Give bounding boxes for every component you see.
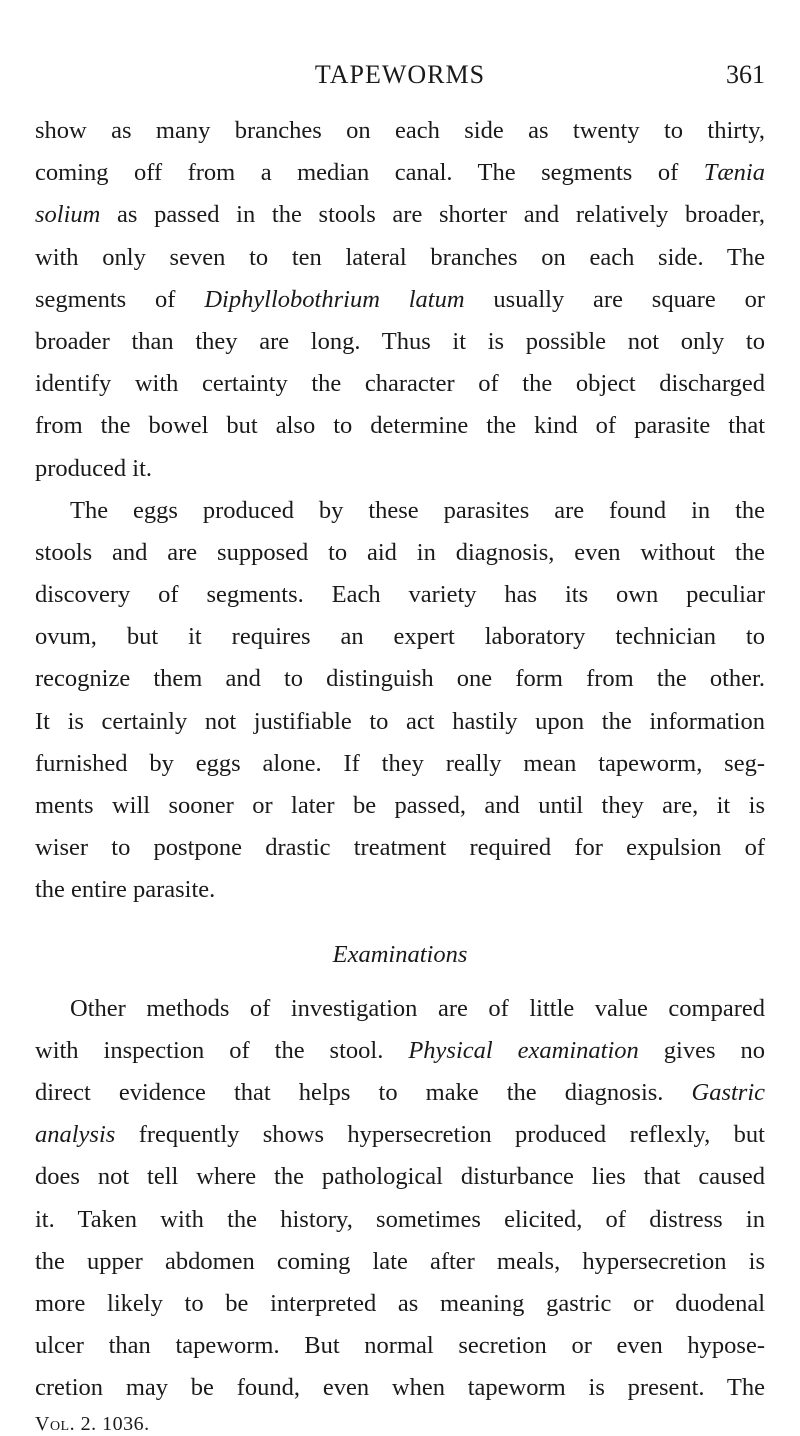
text-line: cretion may be found, even when tapeworm is present. The	[35, 1374, 765, 1402]
taxon-name: Diphyllobothrium latum	[204, 285, 465, 313]
text-line: broader than they are long. Thus it is possible not only to	[35, 327, 765, 355]
text-line: It is certainly not justifiable to act hastily upon the information	[35, 707, 765, 735]
text-line: wiser to postpone drastic treatment required for expulsion of	[35, 834, 765, 862]
volume-signature	[35, 1413, 765, 1436]
text-line: produced it.	[35, 454, 153, 482]
section-heading: Examinations	[332, 940, 468, 968]
text-line: recognize them and to distinguish one form from the other.	[35, 665, 765, 693]
volume-label: Vol. 2.	[35, 1413, 97, 1436]
text-line: direct evidence that helps to make the diagnosis. Gastric	[35, 1078, 765, 1106]
emphasis-term: Physical examination	[408, 1036, 639, 1064]
running-title: TAPEWORMS	[314, 60, 486, 89]
text-line: more likely to be interpreted as meaning gastric or duodenal	[35, 1289, 765, 1317]
taxon-name: Tænia	[703, 159, 765, 187]
text-line: segments of Diphyllobothrium latum usually are square or	[35, 285, 766, 313]
text-line: with only seven to ten lateral branches on each side. The	[35, 243, 765, 271]
paragraph-examinations	[35, 988, 765, 1410]
text-line: ulcer than tapeworm. But normal secretion or even hypose-	[35, 1332, 765, 1360]
paragraph-eggs	[35, 490, 765, 912]
emphasis-term: analysis	[35, 1121, 116, 1149]
paragraph-segments	[35, 110, 765, 490]
book-page	[35, 60, 765, 1436]
text-line: the entire parasite.	[35, 876, 216, 904]
page-header	[35, 60, 765, 102]
text-line: from the bowel but also to determine the kind of parasite that	[35, 412, 765, 440]
text-line: solium as passed in the stools are shorter and relatively broader,	[35, 201, 765, 229]
text-line: it. Taken with the history, sometimes elicited, of distress in	[35, 1205, 765, 1233]
text-line: with inspection of the stool. Physical examination gives no	[35, 1036, 765, 1064]
text-line: stools and are supposed to aid in diagnosis, even without the	[35, 538, 765, 566]
text-line: identify with certainty the character of the object discharged	[35, 370, 765, 398]
volume-number: 1036.	[102, 1413, 150, 1436]
taxon-name: solium	[35, 201, 101, 229]
text-line: discovery of segments. Each variety has its own peculiar	[35, 581, 765, 609]
text-line: ments will sooner or later be passed, and until they are, it is	[35, 792, 765, 819]
emphasis-term: Gastric	[691, 1078, 765, 1106]
text-line: does not tell where the pathological disturbance lies that caused	[35, 1163, 765, 1191]
page-number: 361	[726, 60, 765, 89]
text-line: The eggs produced by these parasites are found in the	[70, 496, 765, 524]
text-line: analysis frequently shows hypersecretion produced reflexly, but	[35, 1121, 765, 1149]
text-line: furnished by eggs alone. If they really mean tapeworm, seg-	[35, 749, 765, 777]
text-line: coming off from a median canal. The segments of Tænia	[35, 159, 765, 187]
text-line: Other methods of investigation are of little value compared	[70, 994, 765, 1022]
text-line: show as many branches on each side as twenty to thirty,	[35, 117, 765, 144]
text-line: ovum, but it requires an expert laboratory technician to	[35, 623, 765, 651]
text-line: the upper abdomen coming late after meals, hypersecretion is	[35, 1247, 765, 1275]
